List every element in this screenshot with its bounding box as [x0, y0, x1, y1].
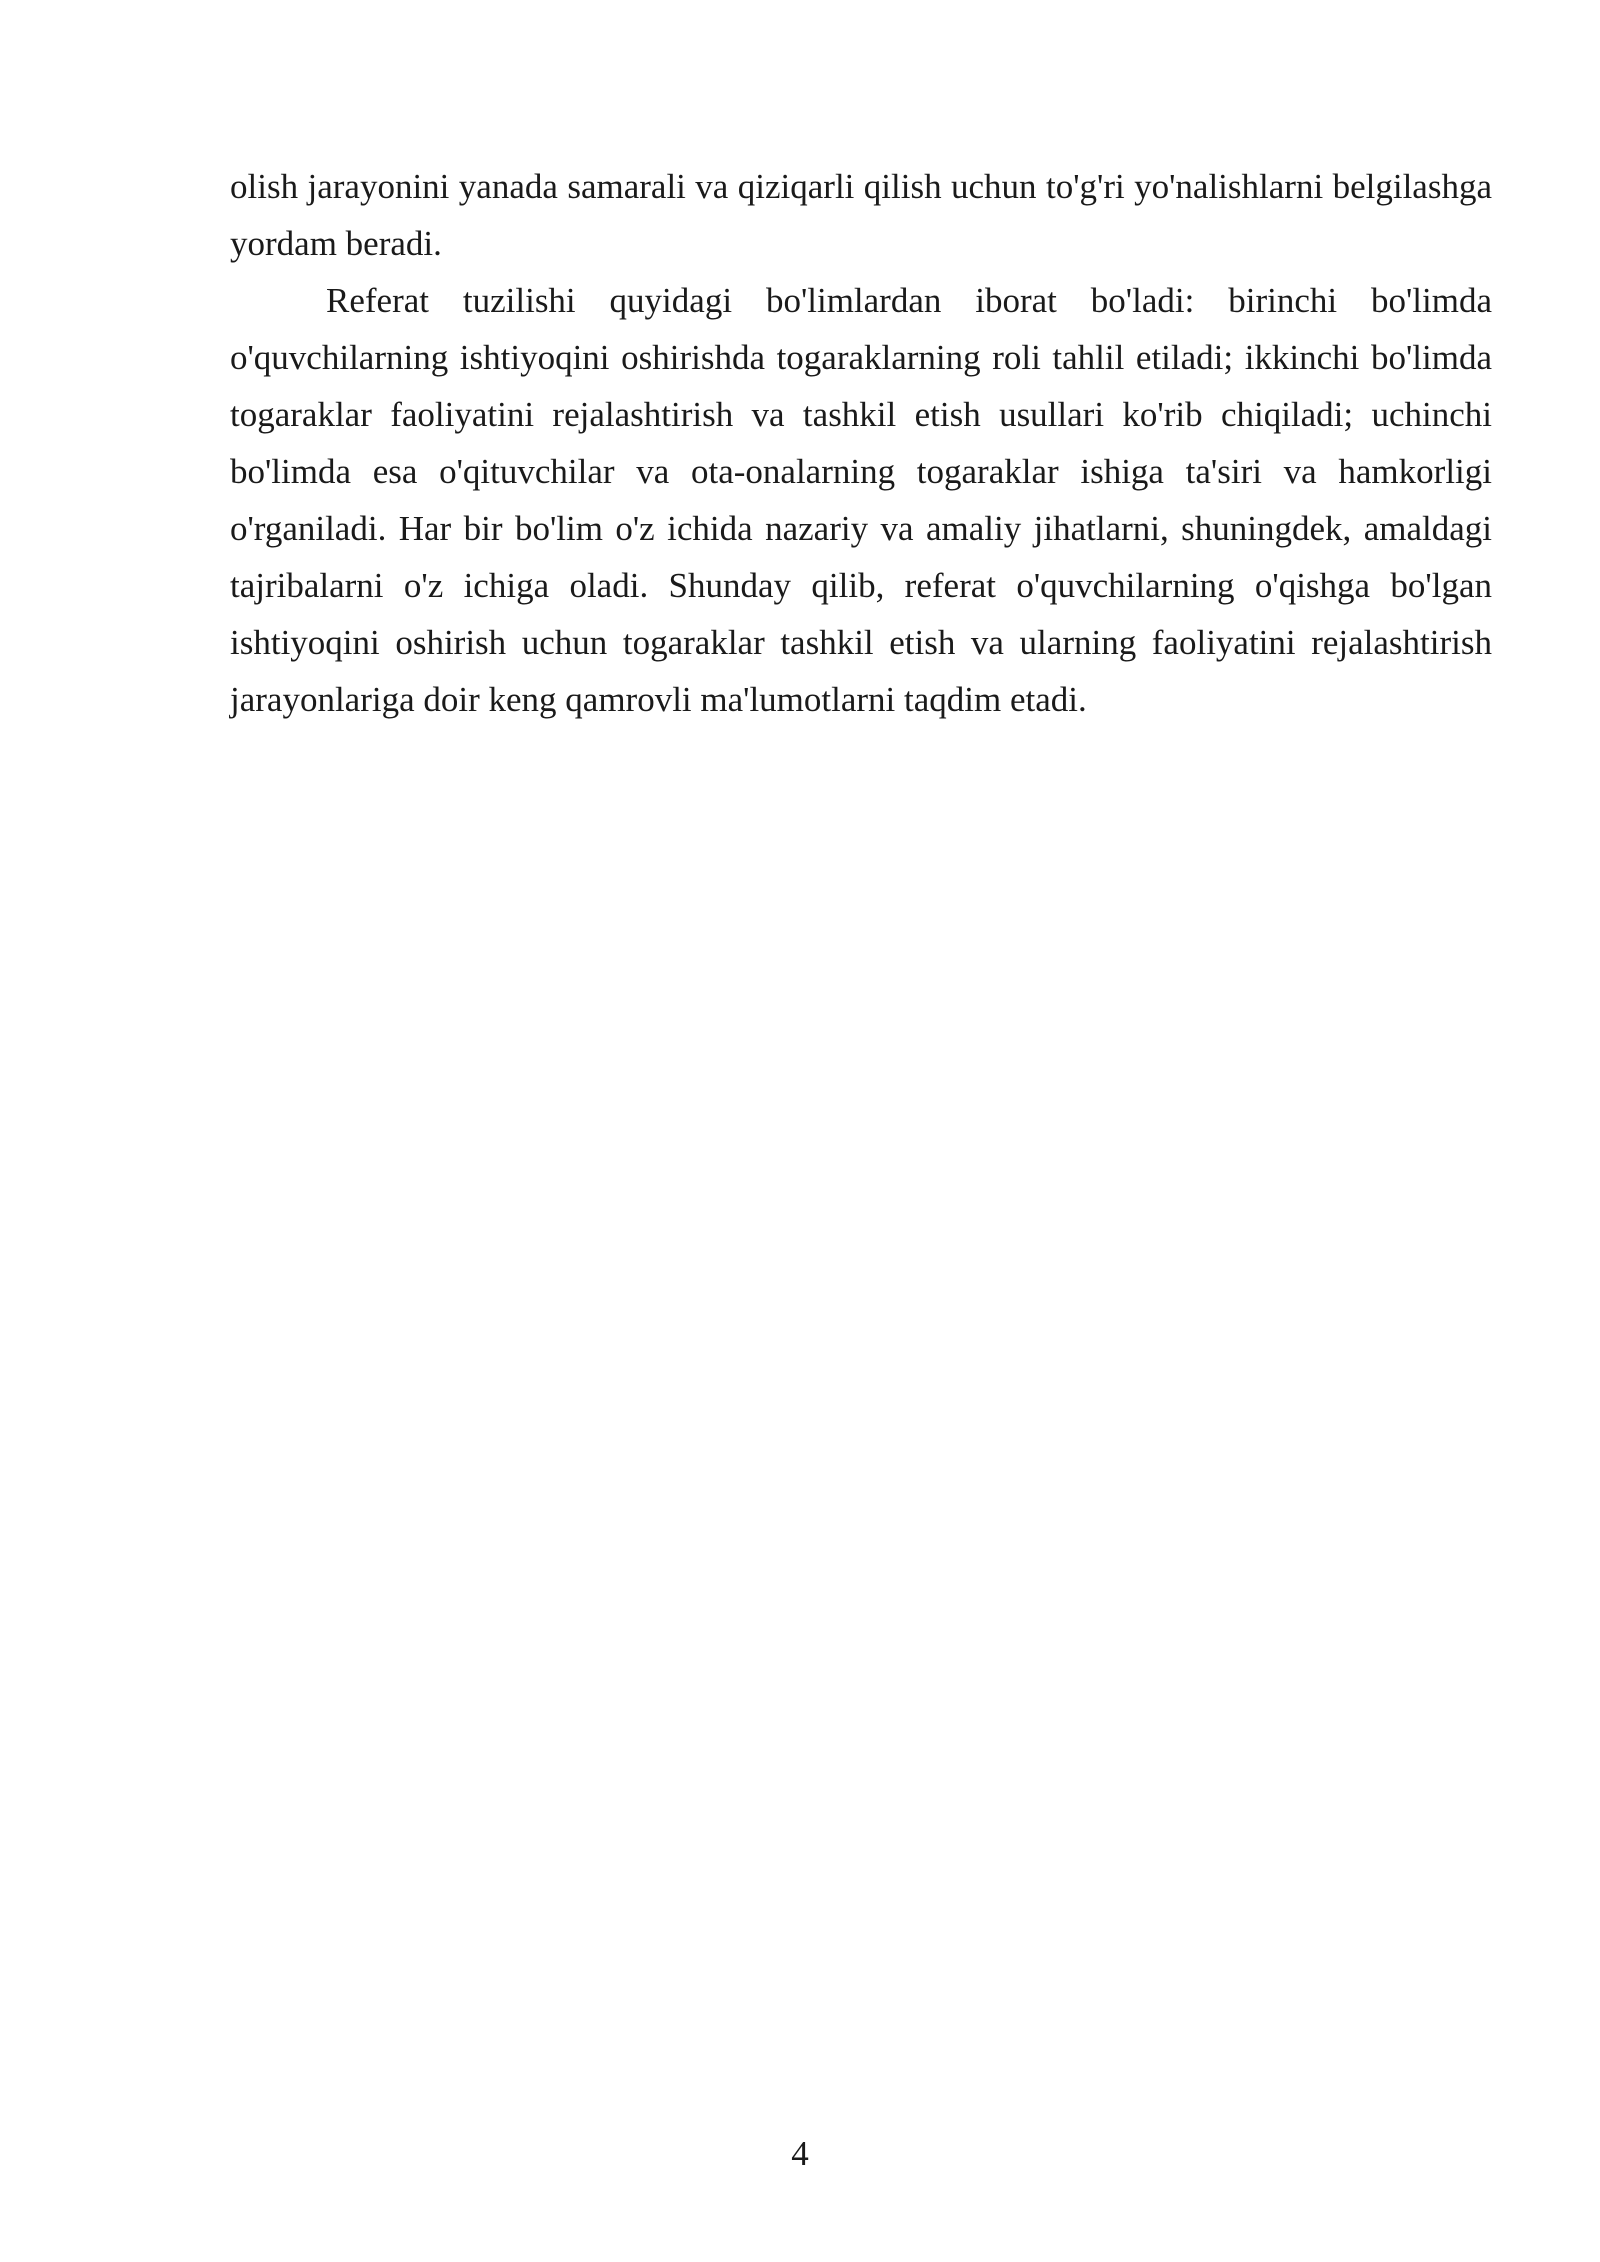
paragraph-continuation: olish jarayonini yanada samarali va qiziqarli qilish uchun to'g'ri yo'nalishlarni belgilashga yordam beradi.: [230, 167, 1492, 263]
body-text: [230, 158, 1492, 728]
page-number: 4: [791, 2134, 809, 2173]
paragraph-structure: Referat tuzilishi quyidagi bo'limlardan iborat bo'ladi: birinchi bo'limda o'quvchilarning ishtiyoqini oshirishda togaraklarning roli tahlil etiladi; ikkinchi bo'limda togaraklar faoliyatini rejalashtirish va tashkil etish usullari ko'rib chiqiladi; uchinchi bo'limda esa o'qituvchilar va ota-onalarning togaraklar ishiga ta'siri va hamkorligi o'rganiladi. Har bir bo'lim o'z ichida nazariy va amaliy jihatlarni, shuningdek, amaldagi tajribalarni o'z ichiga oladi. Shunday qilib, referat o'quvchilarning o'qishga bo'lgan ishtiyoqini oshirish uchun togaraklar tashkil etish va ularning faoliyatini rejalashtirish jarayonlariga doir keng qamrovli ma'lumotlarni taqdim etadi.: [230, 281, 1492, 719]
